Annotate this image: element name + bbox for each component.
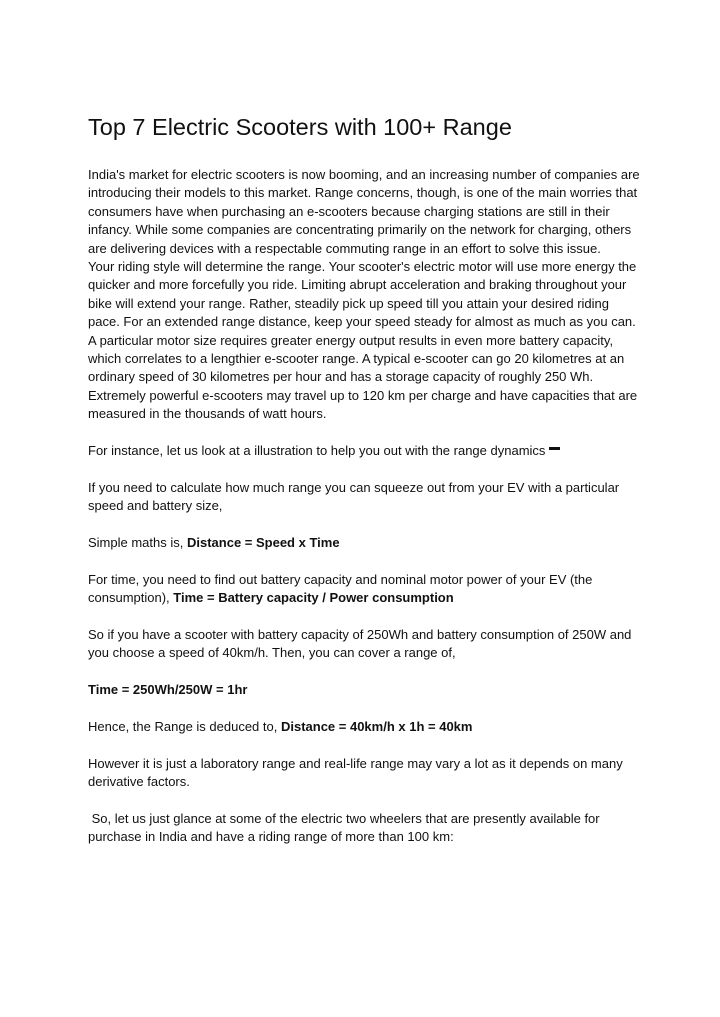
time-formula: Time = Battery capacity / Power consumption bbox=[173, 590, 454, 606]
example-paragraph: So if you have a scooter with battery capacity of 250Wh and battery consumption of 250W and you choose a speed of 40km/h. Then, you can cover a range of, bbox=[88, 627, 632, 661]
maths-formula: Distance = Speed x Time bbox=[186, 535, 340, 551]
instance-paragraph bbox=[88, 442, 640, 460]
lab-paragraph: However it is just a laboratory range and real-life range may vary a lot as it depends on many derivative factors. bbox=[88, 755, 623, 790]
maths-paragraph bbox=[88, 534, 640, 552]
time-result: Time = 250Wh/250W = 1hr bbox=[88, 682, 248, 698]
closing-paragraph: So, let us just glance at some of the electric two wheelers that are presently available for purchase in India and have a riding range of more than 100 km: bbox=[88, 811, 604, 845]
document-body bbox=[88, 166, 640, 847]
time-paragraph bbox=[88, 571, 640, 608]
intro-paragraph-2: Your riding style will determine the range. Your scooter's electric motor will use more energy the quicker and more forcefully you ride. Limiting abrupt acceleration and braking throughout your bike will extend your range. Rather, steadily pick up speed till you attain your desired riding pace. For an extended range distance, keep your speed steady for almost as much as you can. bbox=[88, 259, 637, 330]
dash-mark bbox=[549, 447, 560, 450]
calc-paragraph: If you need to calculate how much range you can squeeze out from your EV with a particular speed and battery size, bbox=[88, 479, 620, 514]
intro-paragraph-3: A particular motor size requires greater energy output results in even more battery capacity, which correlates to a lengthier e-scooter range. A typical e-scooter can go 20 kilometres at an ordinary speed of 30 kilometres per hour and has a storage capacity of roughly 250 Wh. Extremely powerful e-scooters may travel up to 120 km per charge and have capacities that are measured in the thousands of watt hours. bbox=[88, 332, 638, 422]
document-title: Top 7 Electric Scooters with 100+ Range bbox=[88, 114, 512, 140]
range-prefix: Hence, the Range is deduced to, bbox=[88, 719, 281, 735]
maths-prefix: Simple maths is, bbox=[88, 535, 187, 551]
time-result-paragraph bbox=[88, 681, 640, 699]
range-paragraph bbox=[88, 718, 640, 736]
instance-text: For instance, let us look at a illustration to help you out with the range dynamics bbox=[88, 443, 546, 459]
intro-paragraph-1: India's market for electric scooters is now booming, and an increasing number of companies are introducing their models to this market. Range concerns, though, is one of the main worries that consumers have when purchasing an e-scooters because charging stations are still in their infancy. While some companies are concentrating primarily on the network for charging, others are delivering devices with a respectable commuting range in an effort to solve this issue. bbox=[88, 167, 640, 256]
time-prefix: For time, you need to find out battery capacity and nominal motor power of your EV (the consumption), bbox=[88, 571, 593, 606]
range-formula: Distance = 40km/h x 1h = 40km bbox=[280, 719, 473, 735]
